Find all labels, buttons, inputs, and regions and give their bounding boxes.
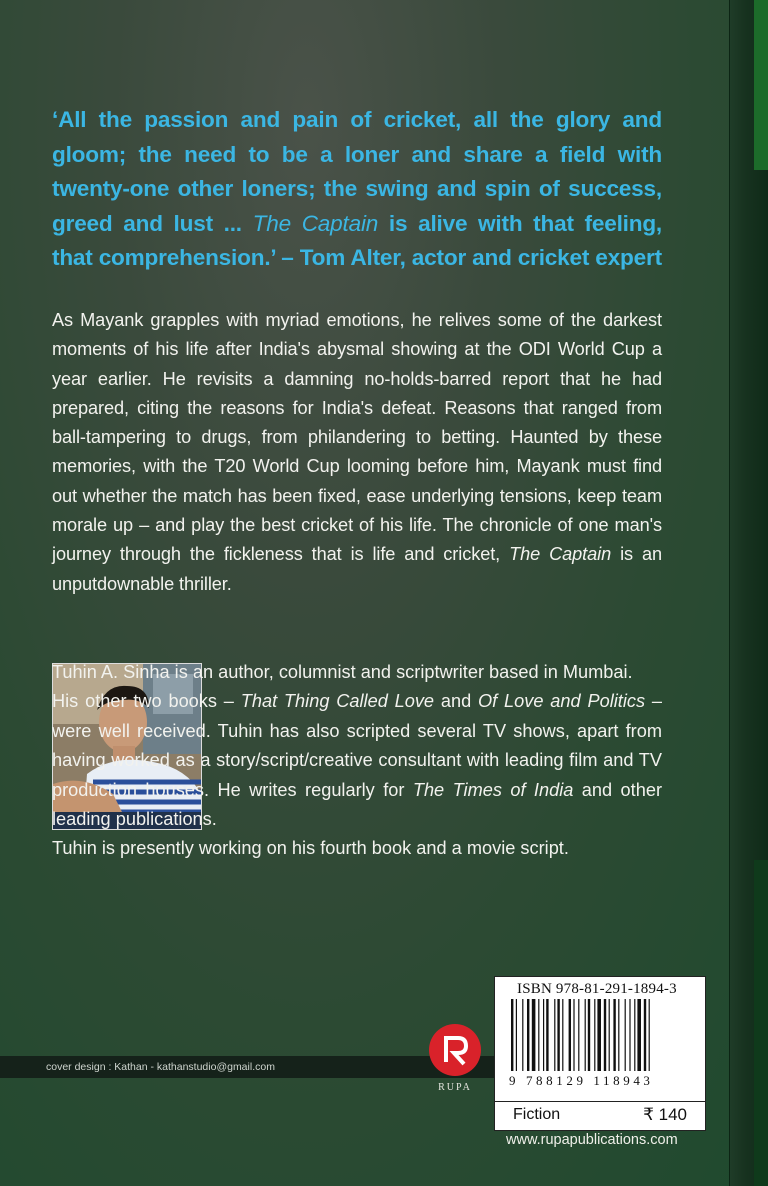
barcode-bar — [625, 999, 626, 1071]
barcode-bar — [569, 999, 571, 1071]
barcode-bar — [543, 999, 544, 1071]
barcode-bar — [609, 999, 610, 1071]
rupa-logo — [426, 1022, 484, 1094]
barcode-bar — [554, 999, 555, 1071]
isbn-barcode-box — [494, 976, 706, 1102]
barcode-bar — [588, 999, 590, 1071]
genre-price-box — [494, 1101, 706, 1131]
isbn-number: ISBN 978-81-291-1894-3 — [517, 981, 677, 997]
barcode-bar — [585, 999, 586, 1071]
barcode-bar — [562, 999, 563, 1071]
genre-label: Fiction — [513, 1106, 561, 1123]
barcode-bar — [594, 999, 595, 1071]
barcode-bar — [644, 999, 646, 1071]
barcode — [511, 999, 693, 1071]
barcode-bar — [618, 999, 619, 1071]
price-label: ₹ 140 — [643, 1105, 687, 1124]
barcode-bar — [527, 999, 529, 1071]
barcode-digits: 9 788129 118943 — [509, 1073, 654, 1088]
endorsement-quote: ‘All the passion and pain of cricket, all the glory and gloom; the need to be a loner and share a field with twenty-one other loners; the swing and spin of success, greed and lust ... The Captain is alive with that feeling, that comprehension.’ – Tom Alter, actor and cricket expert — [52, 107, 662, 270]
author-books-paragraph: His other two books – That Thing Called Love and Of Love and Politics – were well received. Tuhin has also scripted several TV shows, apart from having worked as a story/script/creative consultant with leading film and TV production houses. He writes regularly for The Times of India and other leading publications. — [52, 691, 662, 830]
barcode-bar — [573, 999, 574, 1071]
author-intro: Tuhin A. Sinha is an author, columnist and scriptwriter based in Mumbai. — [52, 662, 633, 682]
cover-design-credit: cover design : Kathan - kathanstudio@gmail.com — [46, 1061, 275, 1073]
publisher-website: www.rupapublications.com — [506, 1132, 678, 1148]
spine-accent-top — [754, 0, 768, 170]
barcode-bar — [597, 999, 601, 1071]
barcode-bar — [522, 999, 523, 1071]
barcode-bar — [516, 999, 517, 1071]
barcode-bar — [546, 999, 548, 1071]
barcode-bar — [634, 999, 635, 1071]
barcode-bar — [649, 999, 650, 1071]
author-current-work: Tuhin is presently working on his fourth book and a movie script. — [52, 838, 569, 859]
barcode-bar — [613, 999, 615, 1071]
barcode-bar — [629, 999, 630, 1071]
barcode-bar — [538, 999, 539, 1071]
barcode-bar — [557, 999, 559, 1071]
barcode-bar — [578, 999, 579, 1071]
barcode-bar — [511, 999, 513, 1071]
author-bio — [52, 658, 662, 864]
barcode-bar — [604, 999, 606, 1071]
spine-accent-bottom — [754, 860, 768, 1186]
publisher-name: RUPA — [438, 1082, 472, 1093]
book-blurb: As Mayank grapples with myriad emotions, he relives some of the darkest moments of his life after India's abysmal showing at the ODI World Cup a year earlier. He revisits a damning no-holds-barred report that he had prepared, citing the reasons for India's defeat. Reasons that ranged from ball-tampering to drugs, from philandering to betting. Haunted by these memories, with the T20 World Cup looming before him, Mayank must find out whether the match has been fixed, ease underlying tensions, keep team morale up – and play the best cricket of his life. The chronicle of one man's journey through the fickleness that is life and cricket, The Captain is an unputdownable thriller. — [52, 310, 663, 594]
barcode-bar — [532, 999, 536, 1071]
barcode-bar — [637, 999, 641, 1071]
